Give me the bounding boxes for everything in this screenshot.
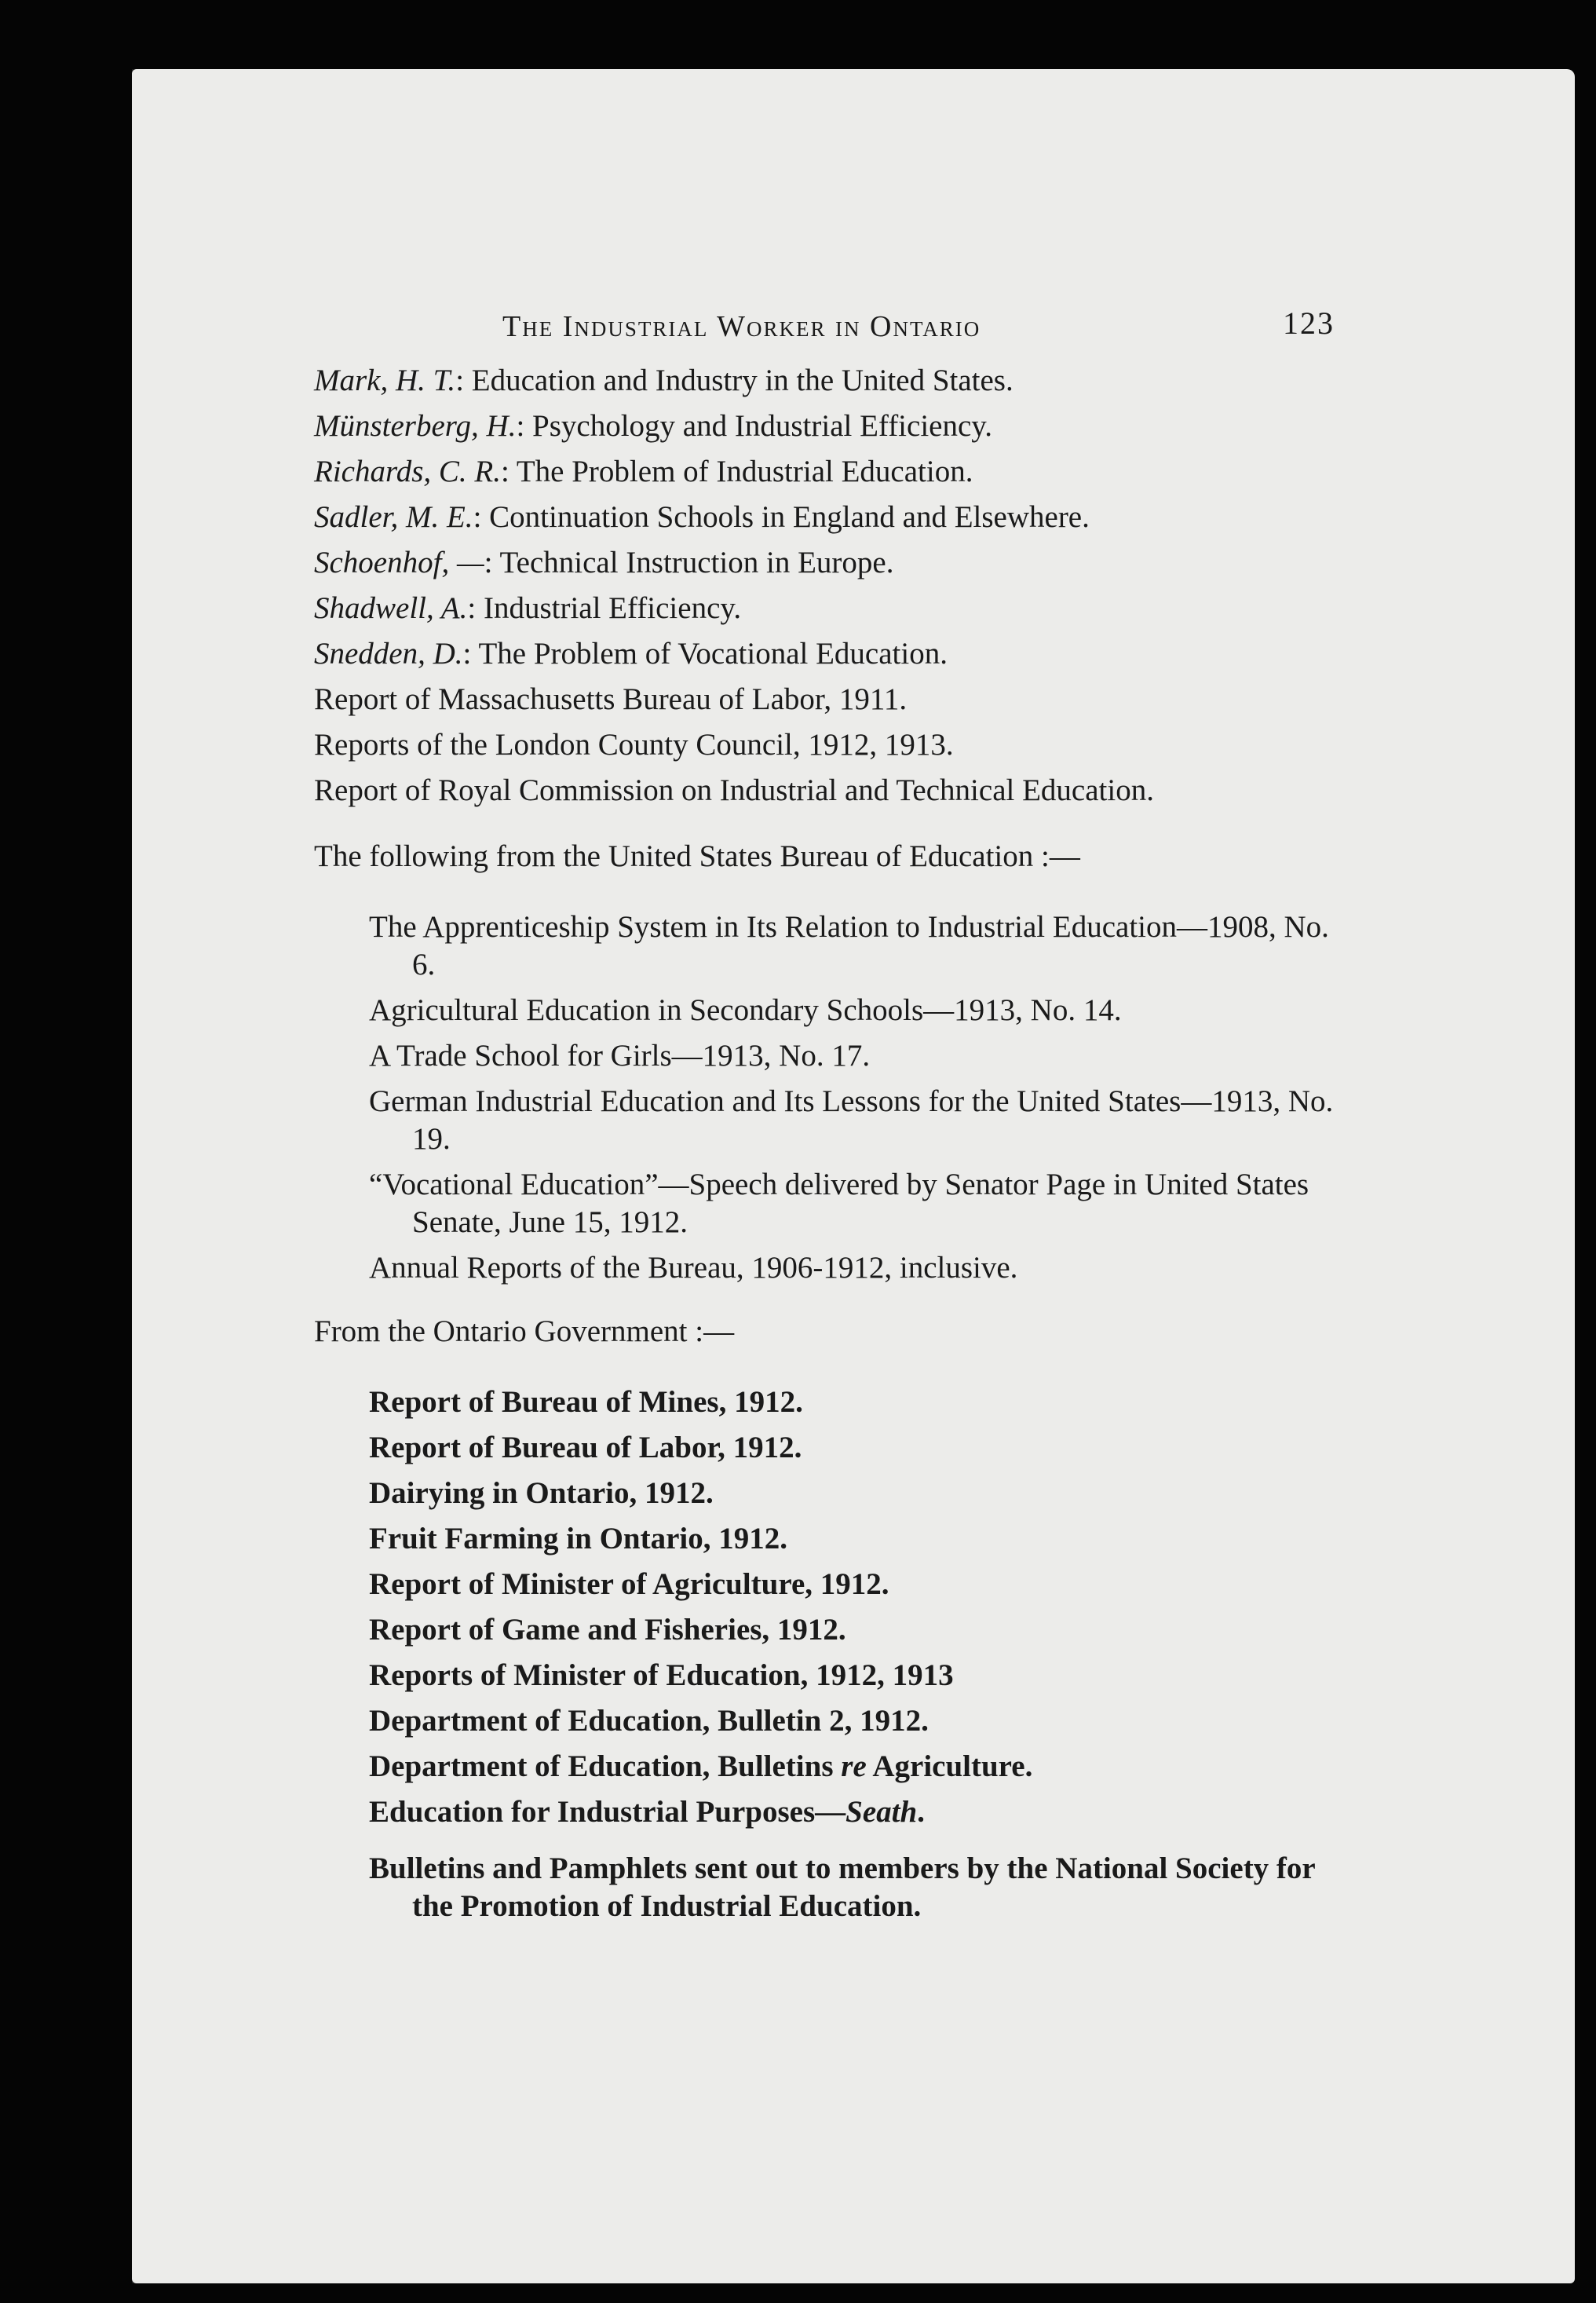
ontario-item: [314, 1748, 1358, 1786]
entry-author: Münsterberg, H.: [314, 409, 517, 443]
entry-author: Mark, H. T.: [314, 364, 456, 397]
report-entry: Report of Massachusetts Bureau of Labor, 1911.: [314, 682, 908, 716]
ontario-section: [314, 1311, 1358, 1925]
entry-author: Snedden, D.: [314, 637, 463, 671]
author-bibliography: [314, 360, 1358, 812]
ontario-item: Bulletins and Pamphlets sent out to members by the National Society for the Promotion of Industrial Education.: [369, 1852, 1316, 1923]
us-bureau-item: Annual Reports of the Bureau, 1906-1912, inclusive.: [369, 1251, 1018, 1285]
us-bureau-item: Agricultural Education in Secondary Schools—1913, No. 14.: [369, 993, 1122, 1027]
entry-title: Technical Instruction in Europe.: [499, 546, 894, 579]
entry-separator: :: [516, 409, 533, 443]
ontario-item: Report of Minister of Agriculture, 1912.: [369, 1567, 889, 1601]
item-text: .: [917, 1795, 925, 1829]
ontario-item: Dairying in Ontario, 1912.: [369, 1476, 714, 1510]
entry-separator: :: [467, 591, 484, 625]
entry-author: Schoenhof, —: [314, 546, 484, 579]
bibliography-entry: [314, 587, 1358, 630]
bibliography-entry: [314, 542, 1358, 584]
entry-author: Sadler, M. E.: [314, 500, 473, 534]
page-text: [314, 305, 1358, 1933]
us-bureau-item: A Trade School for Girls—1913, No. 17.: [369, 1039, 871, 1073]
entry-author: Shadwell, A.: [314, 591, 468, 625]
us-bureau-intro: The following from the United States Bureau of Education :—: [314, 839, 1080, 873]
bibliography-entry: [314, 405, 1358, 448]
entry-separator: :: [473, 500, 490, 534]
entry-title: The Problem of Vocational Education.: [478, 637, 948, 671]
report-entry: Reports of the London County Council, 1912, 1913.: [314, 728, 954, 762]
entry-title: The Problem of Industrial Education.: [516, 455, 973, 488]
item-text: Education for Industrial Purposes—: [369, 1795, 846, 1829]
entry-title: Continuation Schools in England and Elsewhere.: [489, 500, 1090, 534]
entry-separator: :: [500, 455, 517, 488]
entry-title: Psychology and Industrial Efficiency.: [532, 409, 992, 443]
item-italic-author: Seath: [845, 1795, 918, 1829]
us-bureau-item: The Apprenticeship System in Its Relation to Industrial Education—1908, No. 6.: [369, 910, 1329, 982]
entry-separator: :: [462, 637, 479, 671]
ontario-item: Reports of Minister of Education, 1912, 1913: [369, 1658, 954, 1692]
ontario-item: Report of Bureau of Mines, 1912.: [369, 1385, 803, 1419]
entry-separator: :: [455, 364, 472, 397]
bibliography-entry: [314, 360, 1358, 402]
report-entry: Report of Royal Commission on Industrial and Technical Education.: [314, 773, 1154, 807]
ontario-item: Fruit Farming in Ontario, 1912.: [369, 1522, 787, 1555]
entry-author: Richards, C. R.: [314, 455, 501, 488]
us-bureau-section: [314, 835, 1358, 1287]
entry-separator: :: [484, 546, 500, 579]
ontario-intro: From the Ontario Government :—: [314, 1314, 735, 1348]
bibliography-entry: [314, 451, 1358, 493]
ontario-item: Report of Game and Fisheries, 1912.: [369, 1613, 846, 1647]
item-italic-word: re: [841, 1749, 867, 1783]
item-text: Department of Education, Bulletins: [369, 1749, 842, 1783]
item-text: Agriculture.: [866, 1749, 1033, 1783]
entry-title: Education and Industry in the United States.: [471, 364, 1013, 397]
ontario-item: [314, 1793, 1358, 1831]
us-bureau-item: “Vocational Education”—Speech delivered by Senator Page in United States Senate, June 15, 1912.: [369, 1168, 1309, 1239]
us-bureau-item: German Industrial Education and Its Lessons for the United States—1913, No. 19.: [369, 1084, 1334, 1156]
running-title: The Industrial Worker in Ontario: [502, 310, 981, 343]
page-header: [314, 305, 1358, 360]
bibliography-entry: [314, 496, 1358, 539]
page-number: 123: [1283, 305, 1335, 341]
ontario-item: Department of Education, Bulletin 2, 1912.: [369, 1704, 929, 1738]
entry-title: Industrial Efficiency.: [483, 591, 742, 625]
ontario-item: Report of Bureau of Labor, 1912.: [369, 1431, 802, 1464]
bibliography-entry: [314, 633, 1358, 675]
